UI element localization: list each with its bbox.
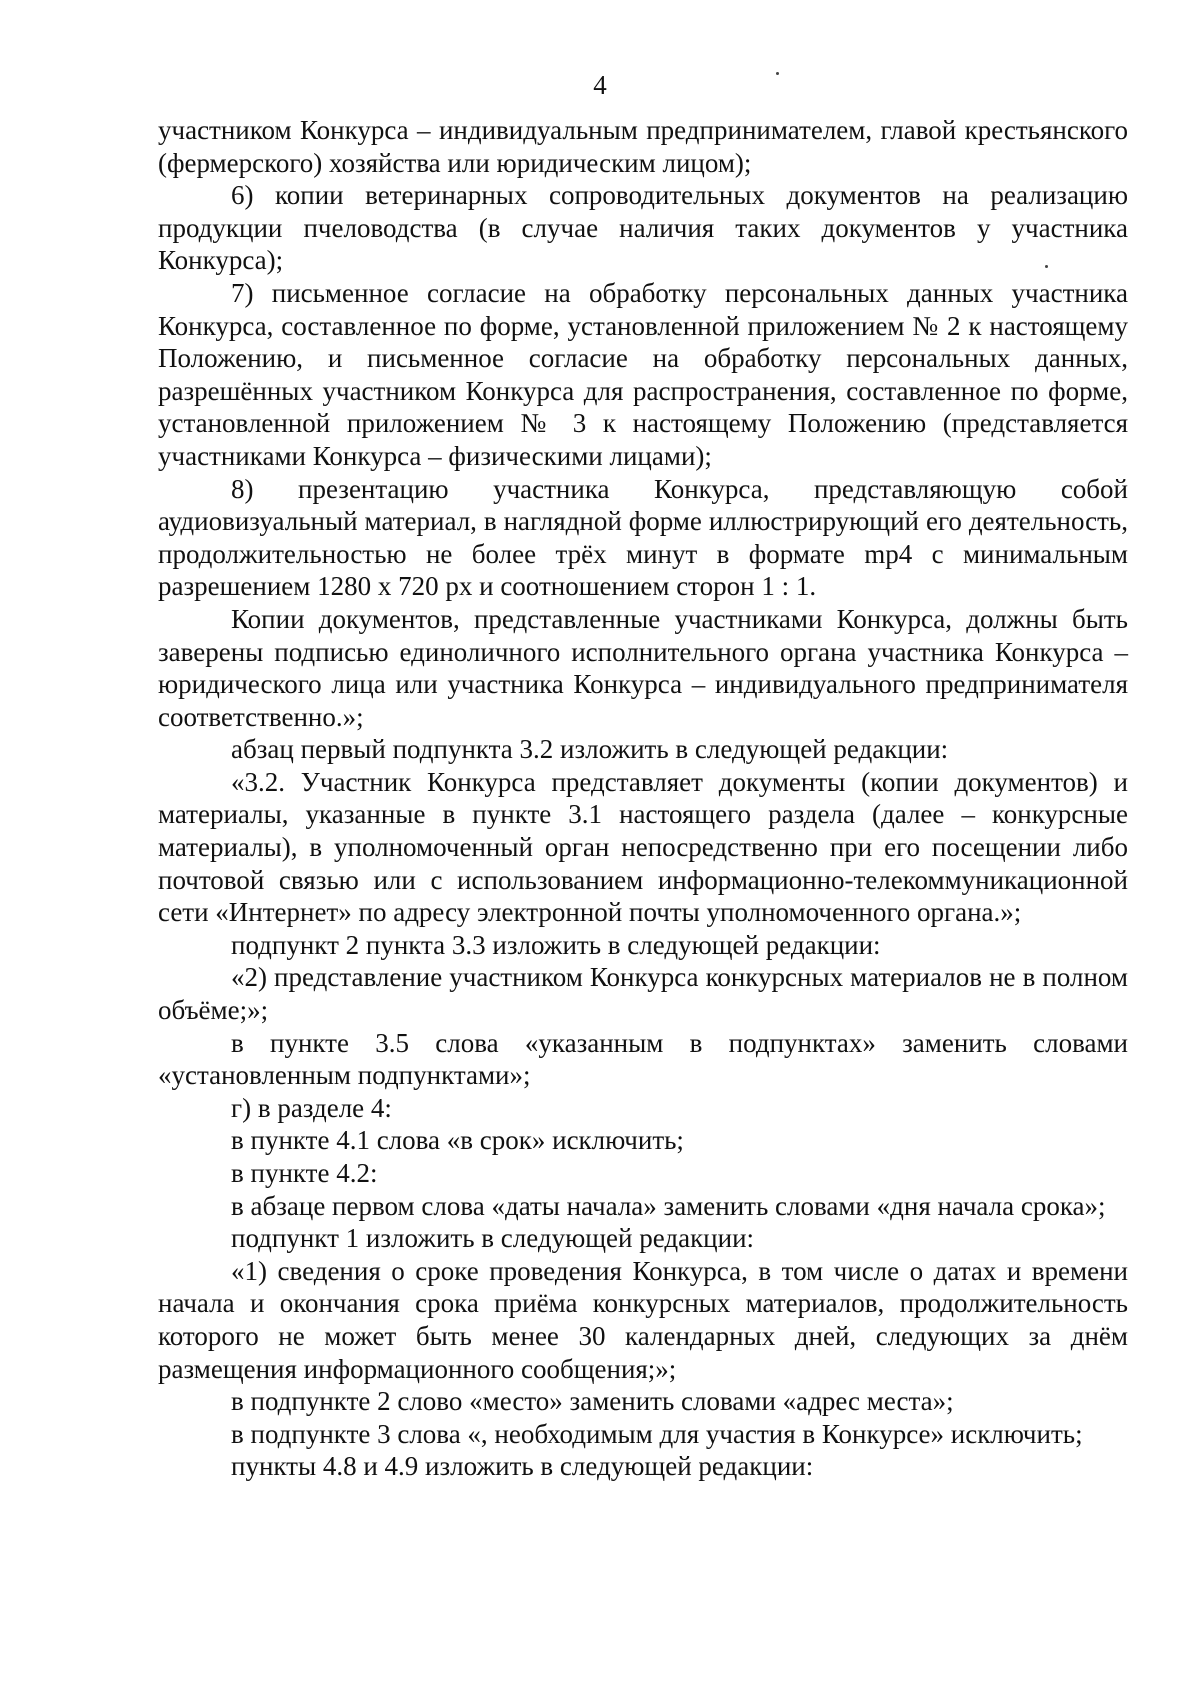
paragraph-instruction-subitem-3: в подпункте 3 слова «, необходимым для участия в Конкурсе» исключить; — [231, 1418, 1083, 1449]
paragraph-item-6: 6) копии ветеринарных сопроводительных документов на реализацию продукции пчеловодства (в случае наличия таких документов у участника Конкурса); — [158, 180, 1128, 276]
paragraph-item-7: 7) письменное согласие на обработку персональных данных участника Конкурса, составленное по форме, установленной приложением № 2 к настоящему Положению, и письменное согласие на обработку персональных данных, разрешённых участником Конкурса для распространения, составленное по форме, установленной приложением № 3 к настоящему Положению (представляется участниками Конкурса – физическими лицами); — [158, 277, 1128, 471]
paragraph-instruction-4-8-4-9: пункты 4.8 и 4.9 изложить в следующей редакции: — [231, 1451, 814, 1482]
paragraph-clause-3-3-2: «2) представление участником Конкурса конкурсных материалов не в полном объёме;»; — [158, 962, 1128, 1026]
scan-speck — [776, 72, 779, 75]
paragraph-clause-3-2: «3.2. Участник Конкурса представляет документы (копии документов) и материалы, указанные в пункте 3.1 настоящего раздела (далее – конкурсные материалы), в уполномоченный орган непосредственно при его посещении либо почтовой связью или с использованием информационно-телекоммуникационной сети «Интернет» по адресу электронной почты уполномоченного органа.»; — [158, 766, 1128, 928]
paragraph-instruction-4-1: в пункте 4.1 слова «в срок» исключить; — [231, 1125, 684, 1156]
paragraph-instruction-3-5: в пункте 3.5 слова «указанным в подпунктах» заменить словами «установленным подпунктами»; — [158, 1027, 1128, 1091]
paragraph-instruction-3-3: подпункт 2 пункта 3.3 изложить в следующей редакции: — [231, 929, 881, 960]
paragraph-continuation: участником Конкурса – индивидуальным предпринимателем, главой крестьянского (фермерского) хозяйства или юридическим лицом); — [158, 115, 1128, 178]
page-number: 4 — [593, 70, 607, 100]
paragraph-item-8: 8) презентацию участника Конкурса, представляющую собой аудиовизуальный материал, в наглядной форме иллюстрирующий его деятельность, продолжительностью не более трёх минут в формате mp4 с минимальным разрешением 1280 х 720 px и соотношением сторон 1 : 1. — [158, 473, 1128, 602]
paragraph-instruction-subitem-1: подпункт 1 изложить в следующей редакции: — [231, 1223, 755, 1254]
scan-speck — [1045, 265, 1048, 268]
paragraph-clause-subitem-1: «1) сведения о сроке проведения Конкурса, в том числе о датах и времени начала и окончания срока приёма конкурсных материалов, продолжительность которого не может быть менее 30 календарных дней, следующих за днём размещения информационного сообщения;»; — [158, 1255, 1128, 1384]
paragraph-section-4: г) в разделе 4: — [231, 1092, 392, 1123]
paragraph-instruction-4-2-first: в абзаце первом слова «даты начала» заменить словами «дня начала срока»; — [231, 1190, 1106, 1221]
paragraph-instruction-4-2: в пункте 4.2: — [231, 1158, 378, 1188]
paragraph-instruction-subitem-2: в подпункте 2 слово «место» заменить словами «адрес места»; — [231, 1386, 954, 1417]
document-body — [158, 114, 1128, 1483]
paragraph-copies-certification: Копии документов, представленные участниками Конкурса, должны быть заверены подписью единоличного исполнительного органа участника Конкурса – юридического лица или участника Конкурса – индивидуального предпринимателя соответственно.»; — [158, 603, 1128, 732]
paragraph-instruction-3-2: абзац первый подпункта 3.2 изложить в следующей редакции: — [231, 734, 949, 765]
